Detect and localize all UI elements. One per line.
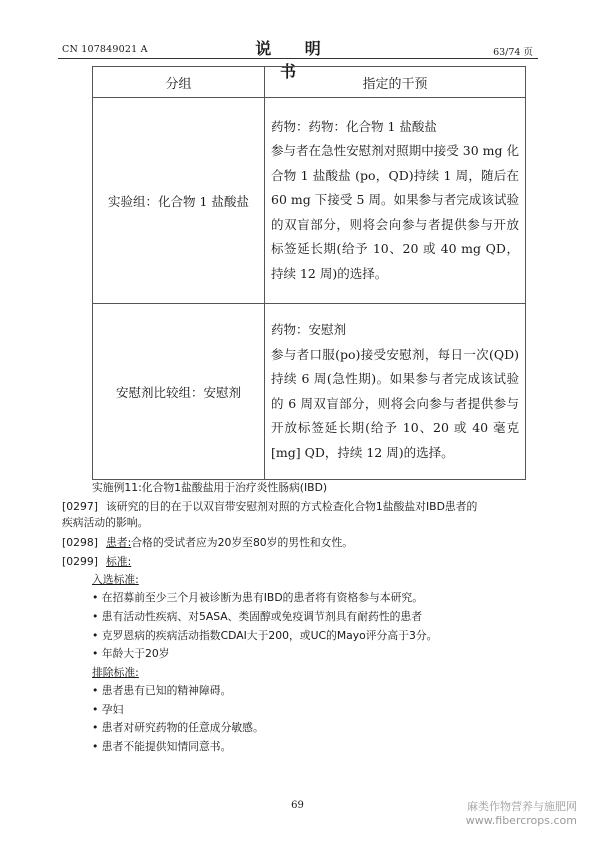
list-item: • 患有活动性疾病、对5ASA、类固醇或免疫调节剂具有耐药性的患者	[92, 610, 423, 623]
table-header-row	[93, 67, 526, 98]
list-item: • 患者不能提供知情同意书。	[92, 740, 232, 753]
document-number: CN 107849021 A	[62, 44, 148, 55]
group-cell: 实验组：化合物 1 盐酸盐	[93, 98, 265, 304]
paragraph-0298	[62, 535, 353, 550]
watermark-name: 麻类作物营养与施肥网	[467, 800, 577, 813]
intervention-cell	[265, 304, 526, 480]
table-row	[93, 98, 526, 304]
watermark	[466, 800, 577, 828]
list-item: • 患者患有已知的精神障碍。	[92, 684, 232, 697]
paragraph-0297-continuation: 疾病活动的影响。	[62, 516, 149, 529]
paragraph-0297	[62, 499, 477, 514]
intervention-description: 参与者在急性安慰剂对照期中接受 30 mg 化合物 1 盐酸盐 (po，QD)持续 1 周，随后在 60 mg 下接受 5 周。如果参与者完成该试验的双盲部分，则将会向参与者提供参与开放标签延长期(给予 10、20 或 40 mg QD，持续 12 周)的选择。	[271, 143, 519, 281]
section-label: 标准:	[106, 555, 132, 568]
page-number: 69	[291, 800, 304, 811]
paragraph-number: [0299]	[62, 555, 98, 568]
paragraph-text: 合格的受试者应为20岁至80岁的男性和女性。	[131, 536, 354, 549]
drug-line: 药物：药物：化合物 1 盐酸盐	[271, 118, 437, 134]
intervention-description: 参与者口服(po)接受安慰剂，每日一次(QD)持续 6 周(急性期)。如果参与者完成该试验的 6 周双盲部分，则将会向参与者提供参与开放标签延长期(给予 10、20 或 40 毫克[mg] QD，持续 12 周)的选择。	[271, 346, 519, 460]
group-cell: 安慰剂比较组：安慰剂	[93, 304, 265, 480]
document-title: 说 明 书	[255, 39, 335, 81]
intervention-cell	[265, 98, 526, 304]
drug-line: 药物：安慰剂	[271, 322, 347, 337]
list-item: • 在招募前至少三个月被诊断为患有IBD的患者将有资格参与本研究。	[92, 591, 424, 604]
watermark-url: www.fibercrops.com	[465, 814, 577, 827]
intervention-table	[92, 66, 526, 480]
paragraph-number: [0298]	[62, 536, 98, 549]
list-item: • 年龄大于20岁	[92, 647, 170, 660]
example-title: 实施例11:化合物1盐酸盐用于治疗炎性肠病(IBD)	[92, 481, 328, 494]
header-divider	[58, 58, 538, 59]
exclusion-criteria-title: 排除标准:	[92, 666, 139, 679]
inclusion-criteria-title: 入选标准:	[92, 573, 139, 586]
list-item: • 克罗恩病的疾病活动指数CDAI大于200，或UC的Mayo评分高于3分。	[92, 629, 438, 642]
paragraph-0299	[62, 554, 131, 569]
column-header-intervention: 指定的干预	[265, 67, 526, 98]
list-item: • 患者对研究药物的任意成分敏感。	[92, 721, 264, 734]
paragraph-text: 该研究的目的在于以双盲带安慰剂对照的方式检查化合物1盐酸盐对IBD患者的	[106, 500, 478, 513]
page-count: 63/74 页	[493, 47, 533, 58]
paragraph-number: [0297]	[62, 500, 98, 513]
list-item: • 孕妇	[92, 703, 124, 716]
table-row	[93, 304, 526, 480]
section-label: 患者:	[106, 536, 132, 549]
column-header-group: 分组	[93, 67, 265, 98]
